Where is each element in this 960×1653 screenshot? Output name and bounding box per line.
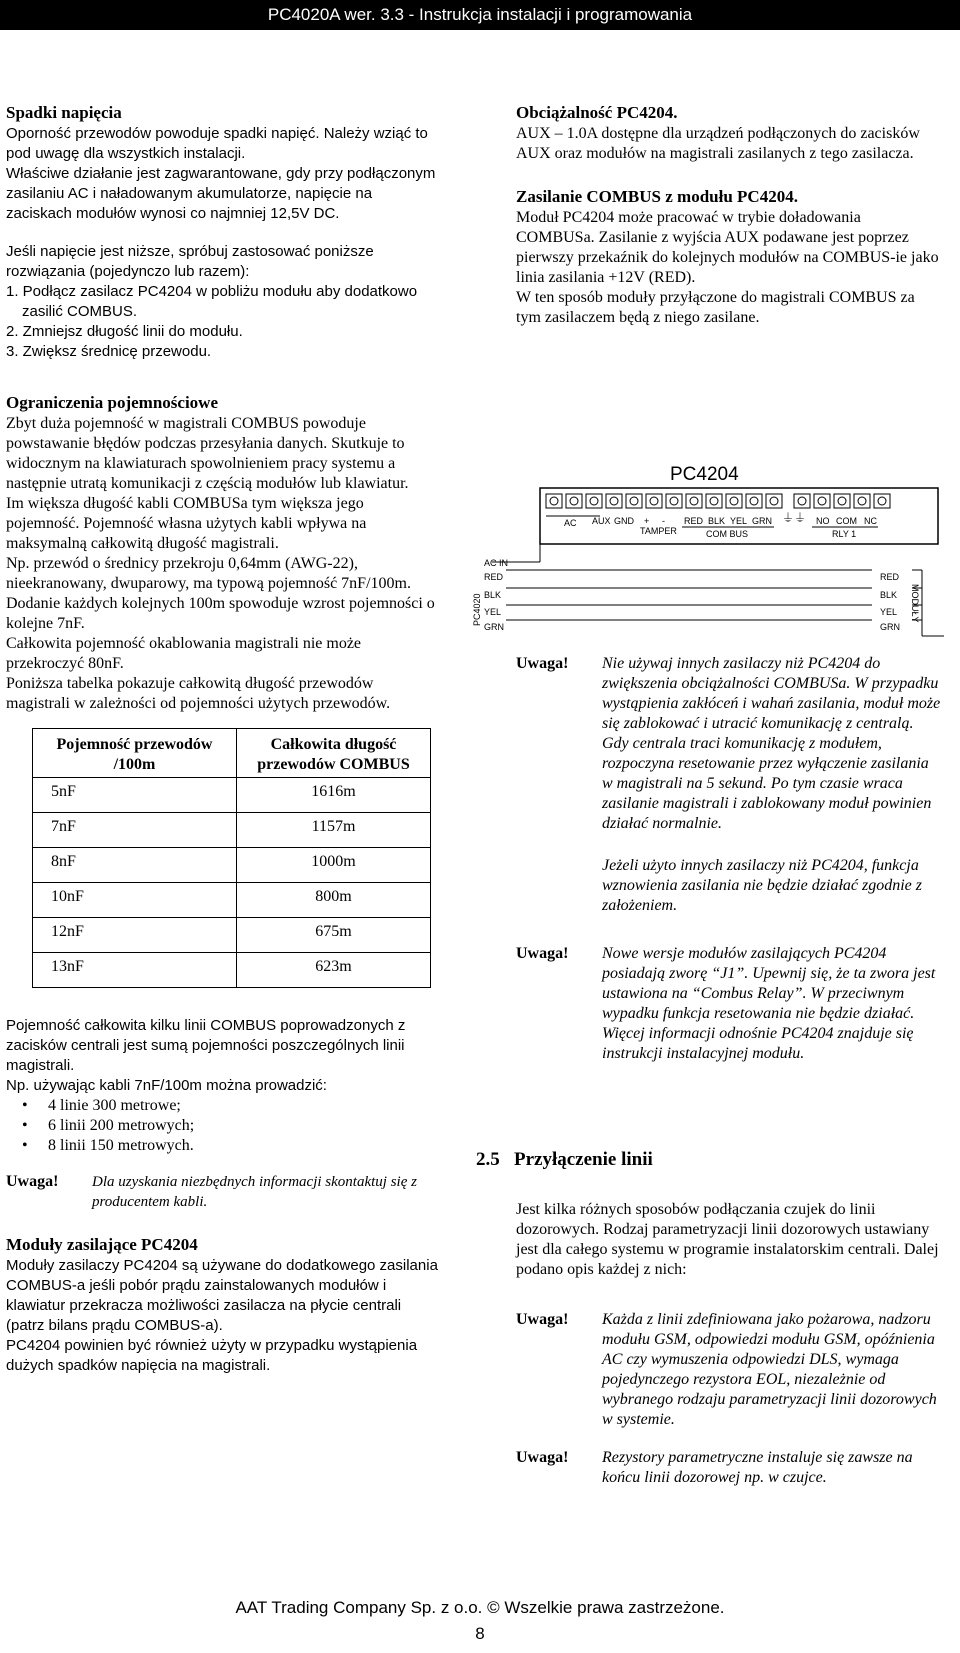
label-combus: COM BUS bbox=[706, 529, 749, 539]
load-title: Obciążalność PC4204. bbox=[516, 103, 678, 122]
terminal-6 bbox=[646, 494, 662, 508]
capacity-p3: Np. przewód o średnicy przekroju 0,64mm (AWG-22), nieekranowany, dwuparowy, ma typową pojemność 7nF/100m. Dodanie każdych kolejnych 100m spowoduje wzrost pojemności o kolejne 7nF. bbox=[6, 555, 435, 632]
lines-p1: Jest kilka różnych sposobów podłączania czujek do linii dozorowych. Rodzaj parametryzacji linii dozorowych ustawiany jest dla całego systemu w programie instalatorskim centrali. Dalej podano opis każdej z nich: bbox=[516, 1201, 939, 1278]
terminal-screw-11 bbox=[750, 497, 758, 505]
warning-label: Uwaga! bbox=[516, 1311, 569, 1328]
label-module-red: RED bbox=[880, 572, 900, 582]
right-column bbox=[516, 102, 940, 328]
terminal-screw-5 bbox=[630, 497, 638, 505]
table-row bbox=[33, 953, 431, 988]
terminal-4 bbox=[606, 494, 622, 508]
combus-p1: Moduł PC4204 może pracować w trybie doładowania COMBUSa. Zasilanie z wyjścia AUX podawane jest poprzez pierwszy przekaźnik do kolejnych modułów na COMBUS-ie jako linia zasilania +12V (RED). bbox=[516, 209, 939, 286]
terminal-screw-1 bbox=[550, 497, 558, 505]
capacity-p1: Zbyt duża pojemność w magistrali COMBUS powoduje powstawanie błędów podczas przesyłania danych. Skutkuje to widocznym na klawiaturach spowolnieniem pracy systemu a następnie utratą komunikacji z częścią modułów lub klawiatur. bbox=[6, 415, 409, 492]
terminal-1 bbox=[546, 494, 562, 508]
terminal-2 bbox=[566, 494, 582, 508]
label-panel-yel: YEL bbox=[484, 607, 502, 617]
capacity-p4: Całkowita pojemność okablowania magistrali nie może przekroczyć 80nF. bbox=[6, 635, 362, 672]
right-lower bbox=[516, 654, 942, 1064]
label-yel: YEL bbox=[730, 516, 748, 526]
label-acin: AC IN bbox=[484, 558, 509, 568]
terminal-9 bbox=[706, 494, 722, 508]
terminal-3 bbox=[586, 494, 602, 508]
terminal-17 bbox=[874, 494, 890, 508]
terminal-5 bbox=[626, 494, 642, 508]
terminal-screw-2 bbox=[570, 497, 578, 505]
terminal-row bbox=[546, 494, 890, 508]
table-cell-length: 1616m bbox=[237, 778, 431, 813]
terminal-screw-10 bbox=[730, 497, 738, 505]
voltage-title: Spadki napięcia bbox=[6, 103, 122, 122]
terminal-8 bbox=[686, 494, 702, 508]
list-item: 2. Zmniejsz długość linii do modułu. bbox=[6, 323, 243, 340]
terminal-screw-13 bbox=[798, 497, 806, 505]
list-item: • 8 linii 150 metrowych. bbox=[6, 1136, 438, 1156]
section-heading bbox=[476, 1148, 653, 1172]
table-cell-capacity: 10nF bbox=[33, 883, 237, 918]
modules-p2: PC4204 powinien być również użyty w przypadku wystąpienia dużych spadków napięcia na magistrali. bbox=[6, 1337, 418, 1374]
terminal-screw-6 bbox=[650, 497, 658, 505]
terminal-11 bbox=[746, 494, 762, 508]
table-header-capacity: Pojemność przewodów /100m bbox=[33, 729, 237, 778]
terminal-screw-7 bbox=[670, 497, 678, 505]
label-panel-red: RED bbox=[484, 572, 504, 582]
warning-text: Nie używaj innych zasilaczy niż PC4204 do zwiększenia obciążalności COMBUSa. W przypadku wystąpienia zakłóceń i wahań zasilania, moduł może się zablokować i utracić komunikację z centralą. Gdy centrala traci komunikację z modułem, rozpoczyna resetowanie przez wyłączenie zasilania w magistrali na 5 sekund. Po tym czasie wraca zasilanie magistrali i zablokowany moduł powinien działać normalnie. bbox=[602, 655, 941, 832]
label-nc: NC bbox=[864, 516, 877, 526]
warning-text: Rezystory parametryczne instaluje się zawsze na końcu linii dozorowej np. w czujce. bbox=[602, 1449, 913, 1486]
voltage-p2: Właściwe działanie jest zagwarantowane, gdy przy podłączonym zasilaniu AC i naładowanym akumulatorze, napięcie na zaciskach modułów wynosi co najmniej 12,5V DC. bbox=[6, 165, 436, 222]
modules-p1: Moduły zasilaczy PC4204 są używane do dodatkowego zasilania COMBUS-a jeśli pobór prądu zainstalowanych modułów i klawiatur przekracza możliwości zasilacza na płycie centrali (patrz bilans prądu COMBUS-a). bbox=[6, 1257, 438, 1334]
label-no: NO bbox=[816, 516, 830, 526]
modules-title: Moduły zasilające PC4204 bbox=[6, 1235, 198, 1254]
terminal-screw-17 bbox=[878, 497, 886, 505]
capacity-table bbox=[32, 728, 431, 988]
label-com: COM bbox=[836, 516, 857, 526]
terminal-screw-14 bbox=[818, 497, 826, 505]
terminal-16 bbox=[854, 494, 870, 508]
left-column bbox=[6, 102, 438, 1376]
label-blk: BLK bbox=[708, 516, 726, 526]
terminal-screw-4 bbox=[610, 497, 618, 505]
warning-text: Nowe wersje modułów zasilających PC4204 posiadają zworę “J1”. Upewnij się, że ta zwora jest ustawiona na “Combus Relay”. W przeciwnym wypadku funkcja resetowania nie będzie działać. Więcej informacji odnośnie PC4204 znajduje się instrukcji instalacyjnej modułu. bbox=[602, 945, 936, 1062]
section-number: 2.5 bbox=[476, 1149, 500, 1170]
list-item: • 4 linie 300 metrowe; bbox=[6, 1096, 438, 1116]
combus-p2: W ten sposób moduły przyłączone do magistrali COMBUS za tym zasilaczem będą z niego zasilane. bbox=[516, 289, 915, 326]
terminal-screw-9 bbox=[710, 497, 718, 505]
label-module-yel: YEL bbox=[880, 607, 898, 617]
section-title: Przyłączenie linii bbox=[514, 1149, 653, 1170]
table-cell-capacity: 5nF bbox=[33, 778, 237, 813]
ground-symbol-icon: ⏚⏚ bbox=[782, 511, 807, 525]
terminal-12 bbox=[766, 494, 782, 508]
capacity-title: Ograniczenia pojemnościowe bbox=[6, 393, 218, 412]
terminal-screw-15 bbox=[838, 497, 846, 505]
table-cell-length: 1000m bbox=[237, 848, 431, 883]
table-cell-length: 623m bbox=[237, 953, 431, 988]
voltage-p3: Jeśli napięcie jest niższe, spróbuj zastosować poniższe rozwiązania (pojedynczo lub razem): bbox=[6, 243, 374, 280]
label-modules: MODUŁY bbox=[910, 584, 920, 623]
table-cell-capacity: 7nF bbox=[33, 813, 237, 848]
label-minus: - bbox=[662, 516, 665, 526]
resistor-warning bbox=[516, 1448, 940, 1488]
terminal-13 bbox=[794, 494, 810, 508]
capacity-p2: Im większa długość kabli COMBUSa tym większa jego pojemność. Pojemność własna użytych kabli wpływa na maksymalną całkowitą długość magistrali. bbox=[6, 495, 367, 552]
pc4204-wiring-diagram bbox=[472, 458, 954, 648]
table-row bbox=[33, 778, 431, 813]
load-p1: AUX – 1.0A dostępne dla urządzeń podłączonych do zacisków AUX oraz modułów na magistrali zasilanych z tego zasilacza. bbox=[516, 125, 920, 162]
warning-label: Uwaga! bbox=[516, 1449, 569, 1466]
terminal-screw-8 bbox=[690, 497, 698, 505]
terminal-screw-3 bbox=[590, 497, 598, 505]
table-cell-length: 675m bbox=[237, 918, 431, 953]
sum-p1: Pojemność całkowita kilku linii COMBUS poprowadzonych z zacisków centrali jest sumą pojemności poszczególnych linii magistrali. bbox=[6, 1017, 406, 1074]
table-cell-length: 1157m bbox=[237, 813, 431, 848]
label-gnd: GND bbox=[614, 516, 634, 526]
table-row bbox=[33, 918, 431, 953]
cable-warning bbox=[6, 1172, 438, 1212]
table-row bbox=[33, 813, 431, 848]
label-plus: + bbox=[644, 516, 650, 526]
table-cell-capacity: 12nF bbox=[33, 918, 237, 953]
warning-text-2: Jeżeli użyto innych zasilaczy niż PC4204, funkcja wznowienia zasilania nie będzie działać zgodnie z założeniem. bbox=[602, 857, 922, 914]
table-row bbox=[33, 848, 431, 883]
label-ac: AC bbox=[564, 518, 577, 528]
label-panel: PC4020 bbox=[472, 593, 482, 626]
label-module-grn: GRN bbox=[880, 622, 900, 632]
terminal-10 bbox=[726, 494, 742, 508]
label-panel-blk: BLK bbox=[484, 590, 502, 600]
label-red: RED bbox=[684, 516, 704, 526]
page-header: PC4020A wer. 3.3 - Instrukcja instalacji i programowania bbox=[0, 0, 960, 30]
list-item: 1. Podłącz zasilacz PC4204 w pobliżu modułu aby dodatkowo zasilić COMBUS. bbox=[6, 283, 418, 320]
table-cell-length: 800m bbox=[237, 883, 431, 918]
power-supply-warning bbox=[516, 654, 942, 916]
label-tamper: TAMPER bbox=[640, 526, 677, 536]
wires bbox=[492, 544, 944, 636]
terminal-15 bbox=[834, 494, 850, 508]
warning-label: Uwaga! bbox=[516, 655, 569, 672]
label-rly: RLY 1 bbox=[832, 529, 857, 539]
capacity-p5: Poniższa tabelka pokazuje całkowitą długość przewodów magistrali w zależności od pojemności użytych przewodów. bbox=[6, 675, 391, 712]
terminal-14 bbox=[814, 494, 830, 508]
warning-label: Uwaga! bbox=[6, 1173, 59, 1190]
table-row bbox=[33, 883, 431, 918]
label-grn: GRN bbox=[752, 516, 772, 526]
sum-p2: Np. używając kabli 7nF/100m można prowadzić: bbox=[6, 1077, 327, 1094]
label-module-blk: BLK bbox=[880, 590, 898, 600]
voltage-p1: Oporność przewodów powoduje spadki napięć. Należy wziąć to pod uwagę dla wszystkich instalacji. bbox=[6, 125, 428, 162]
table-cell-capacity: 13nF bbox=[33, 953, 237, 988]
lines-section bbox=[516, 1200, 940, 1488]
warning-body bbox=[602, 654, 942, 916]
warning-text: Dla uzyskania niezbędnych informacji skontaktuj się z producentem kabli. bbox=[92, 1174, 417, 1210]
warning-text: Każda z linii zdefiniowana jako pożarowa, nadzoru modułu GSM, odpowiedzi modułu GSM, opóźnienia AC czy wymuszenia odpowiedzi DLS, wymaga pojedynczego rezystora EOL, niezależnie od wybranego rodzaju parametryzacji linii dozorowych w systemie. bbox=[602, 1311, 937, 1428]
table-cell-capacity: 8nF bbox=[33, 848, 237, 883]
list-item: 3. Zwiększ średnicę przewodu. bbox=[6, 343, 212, 360]
label-aux: AUX bbox=[592, 516, 611, 526]
combus-title: Zasilanie COMBUS z modułu PC4204. bbox=[516, 187, 798, 206]
footer-company: AAT Trading Company Sp. z o.o. © Wszelkie prawa zastrzeżone. bbox=[235, 1598, 725, 1617]
diagram-title: PC4204 bbox=[670, 464, 739, 485]
jumper-warning bbox=[516, 944, 942, 1064]
terminal-screw-12 bbox=[770, 497, 778, 505]
label-panel-grn: GRN bbox=[484, 622, 504, 632]
eol-warning bbox=[516, 1310, 940, 1430]
voltage-list bbox=[6, 282, 438, 362]
footer-page-number: 8 bbox=[475, 1624, 485, 1643]
list-item: • 6 linii 200 metrowych; bbox=[6, 1116, 438, 1136]
terminal-7 bbox=[666, 494, 682, 508]
terminal-screw-16 bbox=[858, 497, 866, 505]
sum-bullets bbox=[6, 1096, 438, 1156]
warning-label: Uwaga! bbox=[516, 945, 569, 962]
table-header-length: Całkowita długość przewodów COMBUS bbox=[237, 729, 431, 778]
